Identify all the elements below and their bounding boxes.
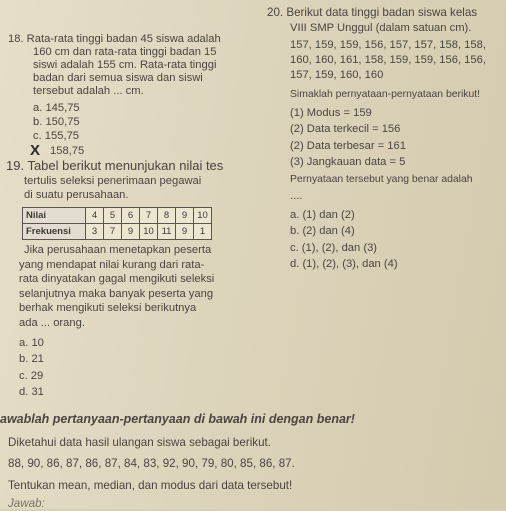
q19-option-d[interactable]: d. 31 [19, 386, 44, 398]
frequency-table [22, 207, 212, 240]
q19-line-3: di suatu perusahaan. [24, 189, 129, 201]
q19-option-c[interactable]: c. 29 [19, 370, 44, 382]
q18-option-b[interactable]: b. 150,75 [33, 116, 80, 128]
q20-instruction: Simaklah pernyataan-pernyataan berikut! [290, 89, 481, 100]
q20-statement-4: (3) Jangkauan data = 5 [290, 156, 406, 168]
q19-line-2: tertulis seleksi penerimaan pegawai [24, 175, 202, 187]
q19-after-2: yang mendapat nilai kurang dari rata- [19, 259, 205, 271]
q18-line-3: siswi adalah 155 cm. Rata-rata tinggi [33, 59, 217, 71]
q20-line-1: 20. Berikut data tinggi badan siswa kelas [267, 6, 478, 19]
table-cell: 4 [86, 208, 104, 224]
essay-answer-label: Jawab: [8, 497, 45, 510]
q18-line-2: 160 cm dan rata-rata tinggi badan 15 [33, 46, 217, 58]
q20-line-2: VIII SMP Unggul (dalam satuan cm). [290, 22, 472, 34]
table-cell: 10 [194, 208, 212, 224]
q19-option-b[interactable]: b. 21 [19, 353, 44, 365]
q18-line-5: tersebut adalah ... cm. [33, 85, 144, 97]
q20-question: Pernyataan tersebut yang benar adalah [290, 174, 473, 185]
table-header-frekuensi: Frekuensi [23, 224, 86, 240]
table-cell: 7 [104, 224, 122, 240]
table-cell: 9 [122, 224, 140, 240]
q20-line-3: 157, 159, 159, 156, 157, 157, 158, 158, [290, 39, 486, 51]
q18-line-4: badan dari semua siswa dan siswi [33, 72, 203, 84]
handwritten-cross-mark: X [30, 142, 41, 159]
table-cell: 1 [194, 224, 212, 240]
q20-statement-3: (2) Data terbesar = 161 [290, 140, 406, 152]
table-cell: 11 [158, 224, 176, 240]
q20-option-a[interactable]: a. (1) dan (2) [290, 209, 355, 221]
table-row-frekuensi [23, 224, 212, 240]
table-cell: 8 [158, 208, 176, 224]
table-cell: 9 [176, 208, 194, 224]
table-cell: 9 [176, 224, 194, 240]
q20-option-b[interactable]: b. (2) dan (4) [290, 225, 355, 237]
table-cell: 3 [86, 224, 104, 240]
table-cell: 7 [140, 208, 158, 224]
table-cell: 6 [122, 208, 140, 224]
table-cell: 5 [104, 208, 122, 224]
q19-after-5: berhak mengikuti seleksi berikutnya [19, 302, 197, 314]
q18-option-d[interactable]: 158,75 [50, 145, 85, 157]
q19-after-3: rata dinyatakan gagal mengikuti seleksi [19, 273, 215, 285]
q19-after-6: ada ... orang. [19, 317, 85, 329]
q20-statement-1: (1) Modus = 159 [290, 107, 372, 119]
table-row-nilai [23, 208, 212, 224]
essay-line-1: Diketahui data hasil ulangan siswa sebagai berikut. [8, 436, 271, 449]
table-cell: 10 [140, 224, 158, 240]
q19-after-1: Jika perusahaan menetapkan peserta [24, 244, 212, 256]
essay-line-3: Tentukan mean, median, dan modus dari data tersebut! [8, 479, 293, 492]
q19-line-1: 19. Tabel berikut menunjukan nilai tes [6, 158, 224, 173]
q20-dots: .... [290, 190, 303, 202]
q20-line-4: 160, 160, 161, 158, 159, 159, 156, 156, [290, 54, 486, 66]
q20-statement-2: (2) Data terkecil = 156 [290, 123, 401, 135]
q18-option-a[interactable]: a. 145,75 [33, 102, 80, 114]
q20-line-5: 157, 159, 160, 160 [290, 69, 384, 81]
q20-option-c[interactable]: c. (1), (2), dan (3) [290, 242, 378, 254]
q19-after-4: selanjutnya maka banyak peserta yang [19, 288, 214, 300]
q19-option-a[interactable]: a. 10 [19, 337, 44, 349]
table-header-nilai: Nilai [23, 208, 86, 224]
q20-option-d[interactable]: d. (1), (2), (3), dan (4) [290, 258, 398, 270]
essay-heading: awablah pertanyaan-pertanyaan di bawah ini dengan benar! [0, 412, 355, 426]
q18-option-c[interactable]: c. 155,75 [33, 130, 80, 142]
q18-line-1: 18. Rata-rata tinggi badan 45 siswa adalah [8, 33, 221, 45]
essay-line-2: 88, 90, 86, 87, 86, 87, 84, 83, 92, 90, 79, 80, 85, 86, 87. [8, 457, 295, 470]
